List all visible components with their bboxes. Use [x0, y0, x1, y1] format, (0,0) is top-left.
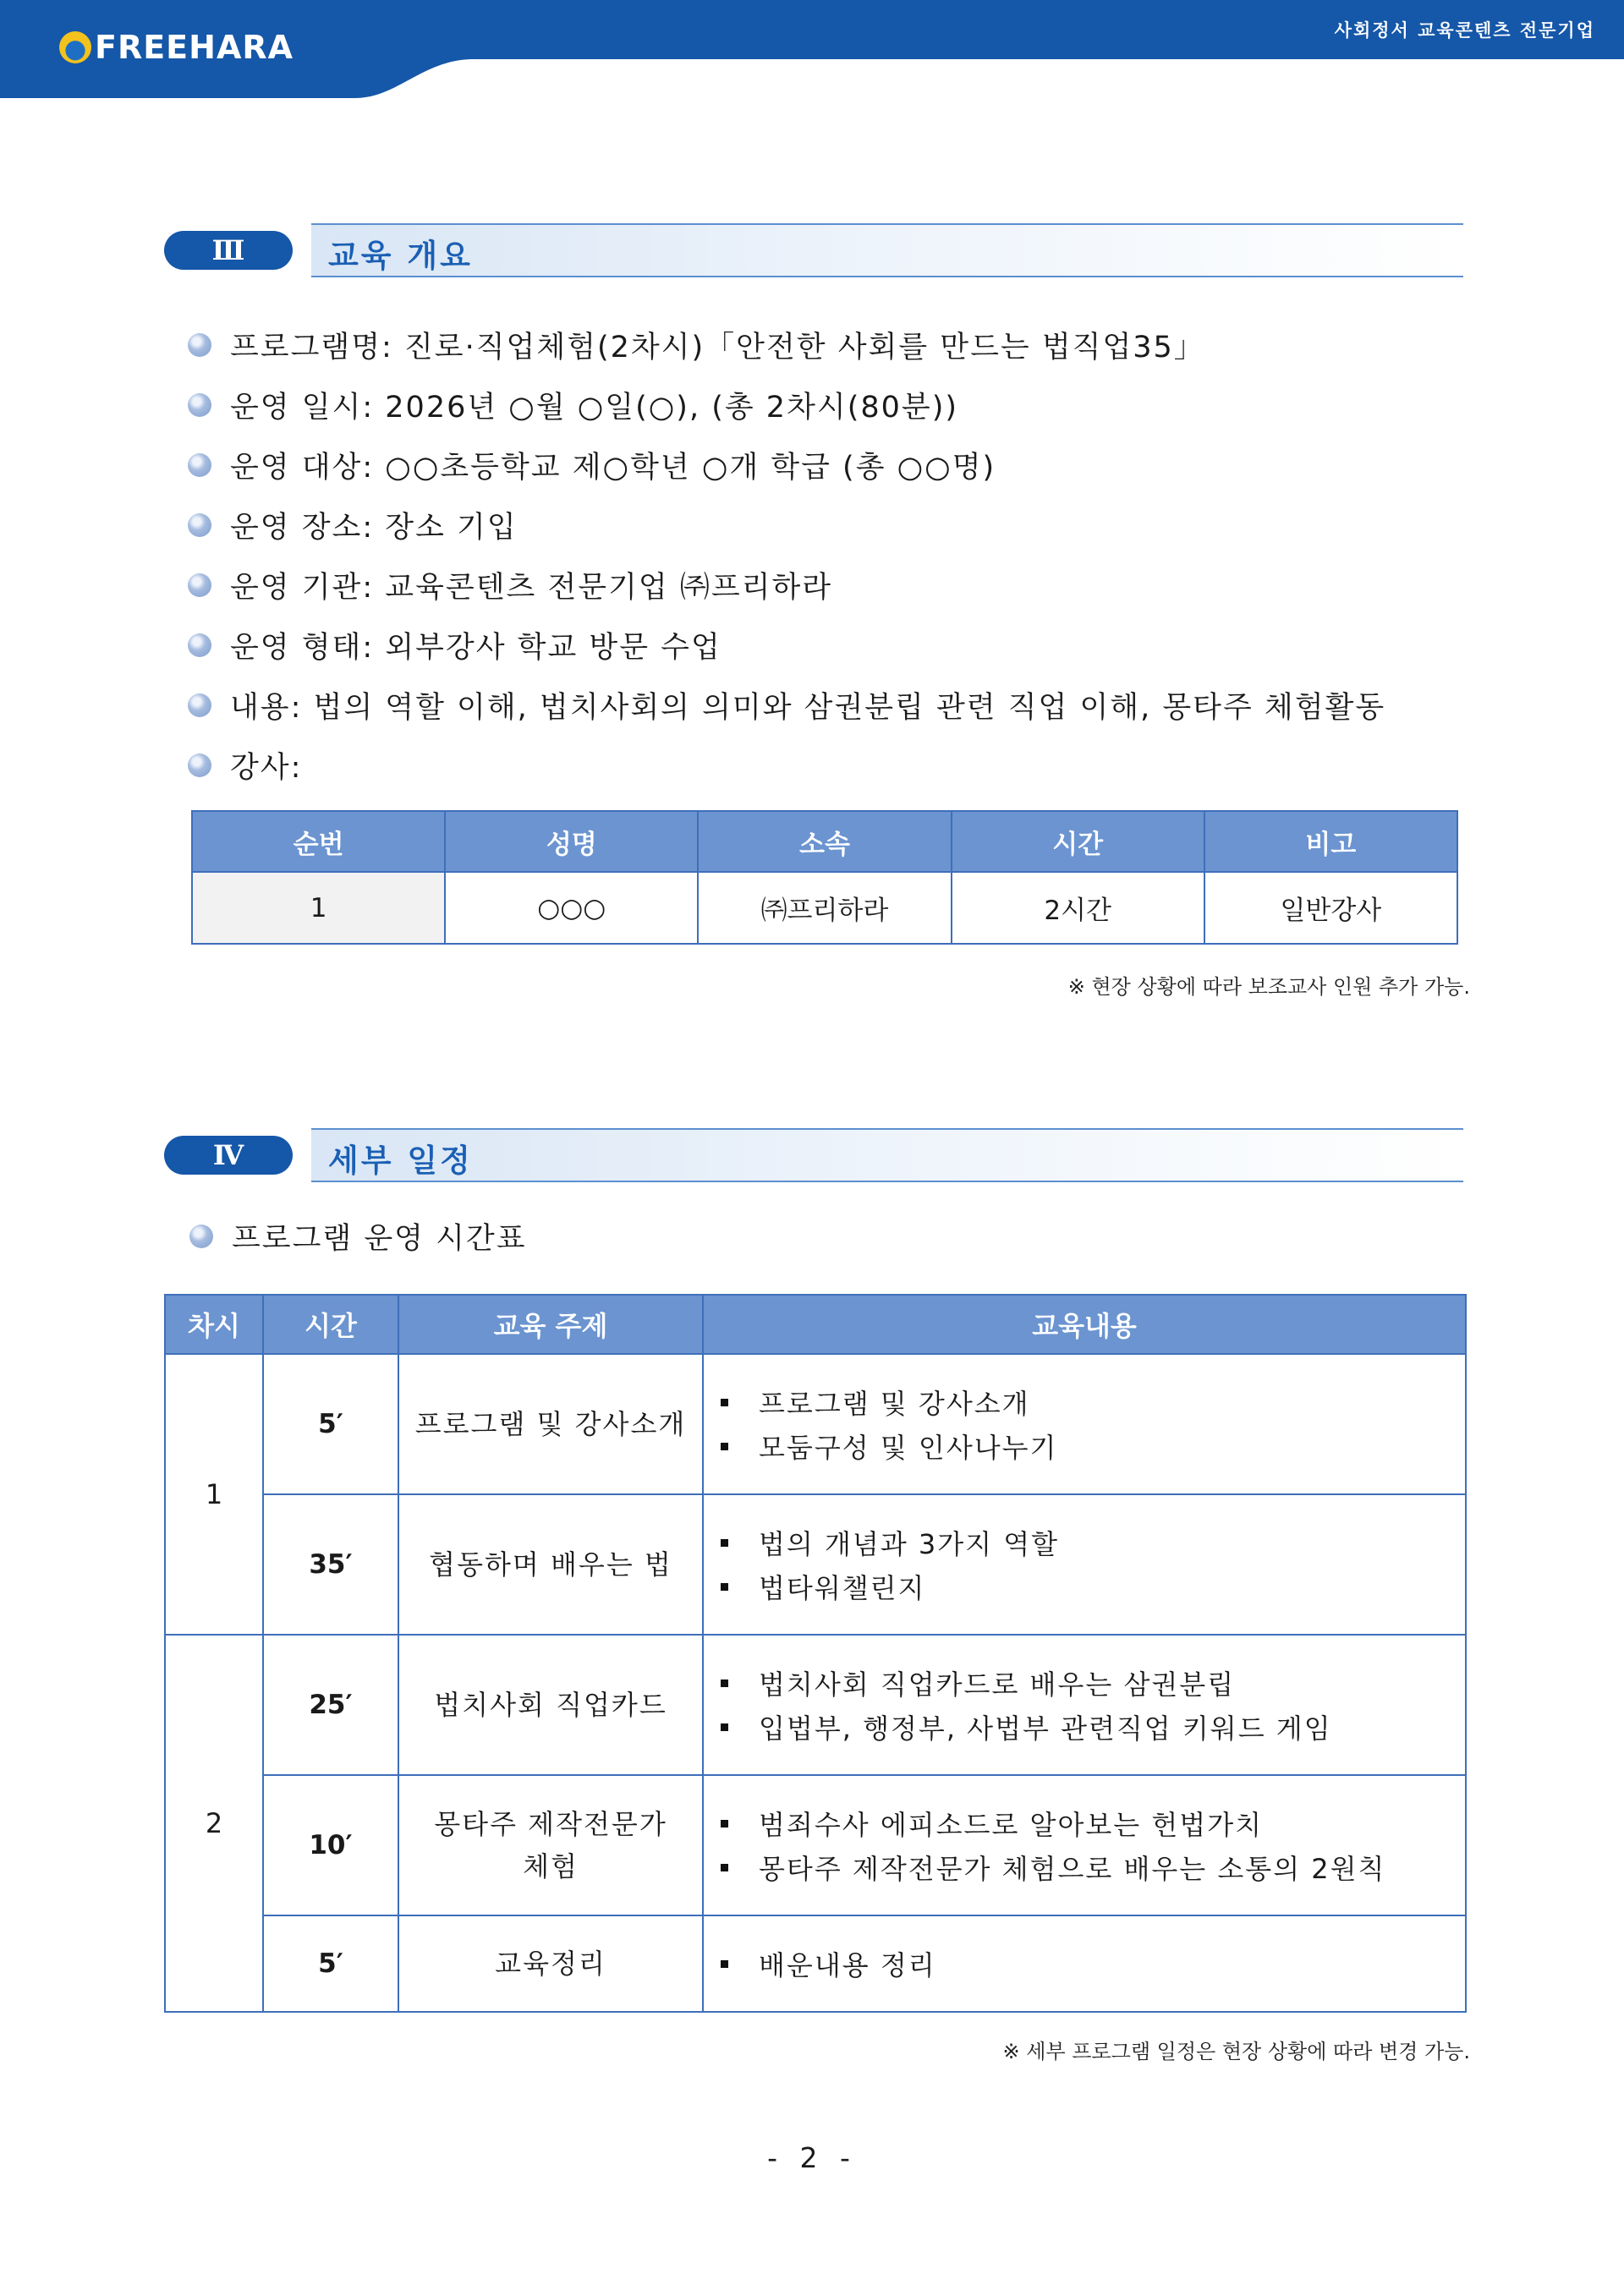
instructor-label: 강사:: [230, 750, 303, 785]
content-text: 몽타주 제작전문가 체험으로 배우는 소통의 2원칙: [759, 1853, 1386, 1885]
square-bullet-icon: [721, 1864, 728, 1871]
content-cell: [703, 1775, 1466, 1915]
column-header: 교육 주제: [398, 1295, 703, 1354]
table-row: [165, 1354, 1466, 1494]
time-cell: 5′: [263, 1354, 398, 1494]
content-cell: [703, 1354, 1466, 1494]
content-text: 입법부, 행정부, 사법부 관련직업 키워드 게임: [759, 1712, 1332, 1745]
topic-cell: 프로그램 및 강사소개: [398, 1354, 703, 1494]
content-text: 법치사회 직업카드로 배우는 삼권분립: [759, 1669, 1236, 1701]
table-row: [165, 1635, 1466, 1775]
topic-cell: 법치사회 직업카드: [398, 1635, 703, 1775]
column-header: 시간: [952, 811, 1204, 872]
operation-place: 운영 장소: 장소 기입: [230, 510, 518, 545]
section-title-box: [311, 223, 1463, 277]
topic-cell: [398, 1775, 703, 1915]
topic-line: 체험: [523, 1850, 579, 1882]
page-number: - 2 -: [767, 2141, 857, 2174]
bullet-dot-icon: [189, 1225, 213, 1248]
schedule-table: [164, 1294, 1467, 2013]
time-cell: 10′: [263, 1775, 398, 1915]
bullet-dot-icon: [188, 453, 211, 477]
instructor-note: ※ 현장 상황에 따라 보조교사 인원 추가 가능.: [1067, 975, 1470, 999]
operation-type: 운영 형태: 외부강사 학교 방문 수업: [230, 630, 721, 665]
bullet-dot-icon: [188, 393, 211, 417]
list-item: [721, 1521, 1464, 1564]
list-item: [721, 1661, 1464, 1705]
square-bullet-icon: [721, 1960, 728, 1968]
operation-date: 운영 일시: 2026년 ○월 ○일(○), (총 2차시(80분)): [230, 390, 959, 425]
overview-bullet-list: [188, 315, 1385, 795]
globe-icon: [59, 31, 91, 63]
table-row: [165, 1915, 1466, 2012]
instructor-table: [191, 810, 1458, 945]
section-title: 교육 개요: [328, 238, 473, 274]
content-cell: [703, 1915, 1466, 2012]
time-cell: 5′: [263, 1915, 398, 2012]
column-header: 차시: [165, 1295, 263, 1354]
list-item: [188, 435, 1385, 495]
content-text: 범죄수사 에피소드로 알아보는 헌법가치: [759, 1809, 1264, 1841]
operation-target: 운영 대상: ○○초등학교 제○학년 ○개 학급 (총 ○○명): [230, 450, 996, 485]
list-item: [188, 375, 1385, 435]
list-item: [721, 1424, 1464, 1468]
program-content: 내용: 법의 역할 이해, 법치사회의 의미와 삼권분립 관련 직업 이해, 몽타주 체험활동: [230, 690, 1386, 725]
time-cell: 25′: [263, 1635, 398, 1775]
table-row: [165, 1775, 1466, 1915]
header-tagline: 사회정서 교육콘텐츠 전문기업: [1334, 20, 1595, 41]
list-item: [188, 555, 1385, 615]
operation-organization: 운영 기관: 교육콘텐츠 전문기업 ㈜프리하라: [230, 570, 833, 605]
session-number: 2: [165, 1635, 263, 2012]
table-cell: 1: [192, 872, 445, 944]
topic-line: 몽타주 제작전문가: [434, 1808, 667, 1840]
bullet-dot-icon: [188, 753, 211, 777]
bullet-dot-icon: [188, 333, 211, 357]
content-text: 배운내용 정리: [759, 1949, 936, 1981]
table-cell: 2시간: [952, 872, 1204, 944]
list-item: [188, 315, 1385, 375]
section-number-badge: Ⅲ: [164, 231, 293, 270]
bullet-dot-icon: [188, 693, 211, 717]
list-item: [721, 1801, 1464, 1845]
freehara-logo: [59, 29, 294, 66]
bullet-dot-icon: [188, 633, 211, 657]
square-bullet-icon: [721, 1723, 728, 1731]
list-item: [721, 1942, 1464, 1986]
section-header-overview: [164, 223, 1463, 274]
timetable-label: 프로그램 운영 시간표: [232, 1221, 527, 1256]
list-item: [188, 495, 1385, 555]
bullet-dot-icon: [188, 573, 211, 597]
table-header-row: [165, 1295, 1466, 1354]
column-header: 소속: [698, 811, 951, 872]
table-cell: ㈜프리하라: [698, 872, 951, 944]
list-item: [188, 735, 1385, 795]
list-item: [188, 675, 1385, 735]
list-item: [721, 1705, 1464, 1749]
topic-cell: 협동하며 배우는 법: [398, 1494, 703, 1635]
page-header: [0, 0, 1624, 98]
section-header-schedule: [164, 1128, 1463, 1179]
section-number-badge: Ⅳ: [164, 1136, 293, 1175]
list-item: [721, 1845, 1464, 1889]
logo-text: FREEHARA: [95, 29, 294, 66]
content-cell: [703, 1494, 1466, 1635]
list-item: [188, 615, 1385, 675]
list-item: [721, 1380, 1464, 1424]
column-header: 교육내용: [703, 1295, 1466, 1354]
square-bullet-icon: [721, 1820, 728, 1827]
column-header: 순번: [192, 811, 445, 872]
square-bullet-icon: [721, 1680, 728, 1687]
content-text: 프로그램 및 강사소개: [759, 1388, 1030, 1420]
topic-cell: 교육정리: [398, 1915, 703, 2012]
table-header-row: [192, 811, 1457, 872]
table-row: [165, 1494, 1466, 1635]
column-header: 시간: [263, 1295, 398, 1354]
table-row: [192, 872, 1457, 944]
session-number: 1: [165, 1354, 263, 1635]
table-cell: ○○○: [445, 872, 698, 944]
list-item: [721, 1564, 1464, 1608]
table-cell: 일반강사: [1204, 872, 1457, 944]
content-text: 법타워챌린지: [759, 1572, 926, 1604]
content-cell: [703, 1635, 1466, 1775]
square-bullet-icon: [721, 1539, 728, 1547]
schedule-note: ※ 세부 프로그램 일정은 현장 상황에 따라 변경 가능.: [1002, 2040, 1470, 2063]
content-text: 법의 개념과 3가지 역할: [759, 1528, 1060, 1560]
square-bullet-icon: [721, 1399, 728, 1406]
column-header: 성명: [445, 811, 698, 872]
square-bullet-icon: [721, 1443, 728, 1450]
program-name: 프로그램명: 진로·직업체험(2차시)「안전한 사회를 만드는 법직업35」: [230, 330, 1205, 364]
list-item: [189, 1206, 527, 1266]
section-title-box: [311, 1128, 1463, 1182]
square-bullet-icon: [721, 1583, 728, 1591]
time-cell: 35′: [263, 1494, 398, 1635]
section-title: 세부 일정: [328, 1143, 473, 1179]
bullet-dot-icon: [188, 513, 211, 537]
column-header: 비고: [1204, 811, 1457, 872]
content-text: 모둠구성 및 인사나누기: [759, 1432, 1058, 1464]
